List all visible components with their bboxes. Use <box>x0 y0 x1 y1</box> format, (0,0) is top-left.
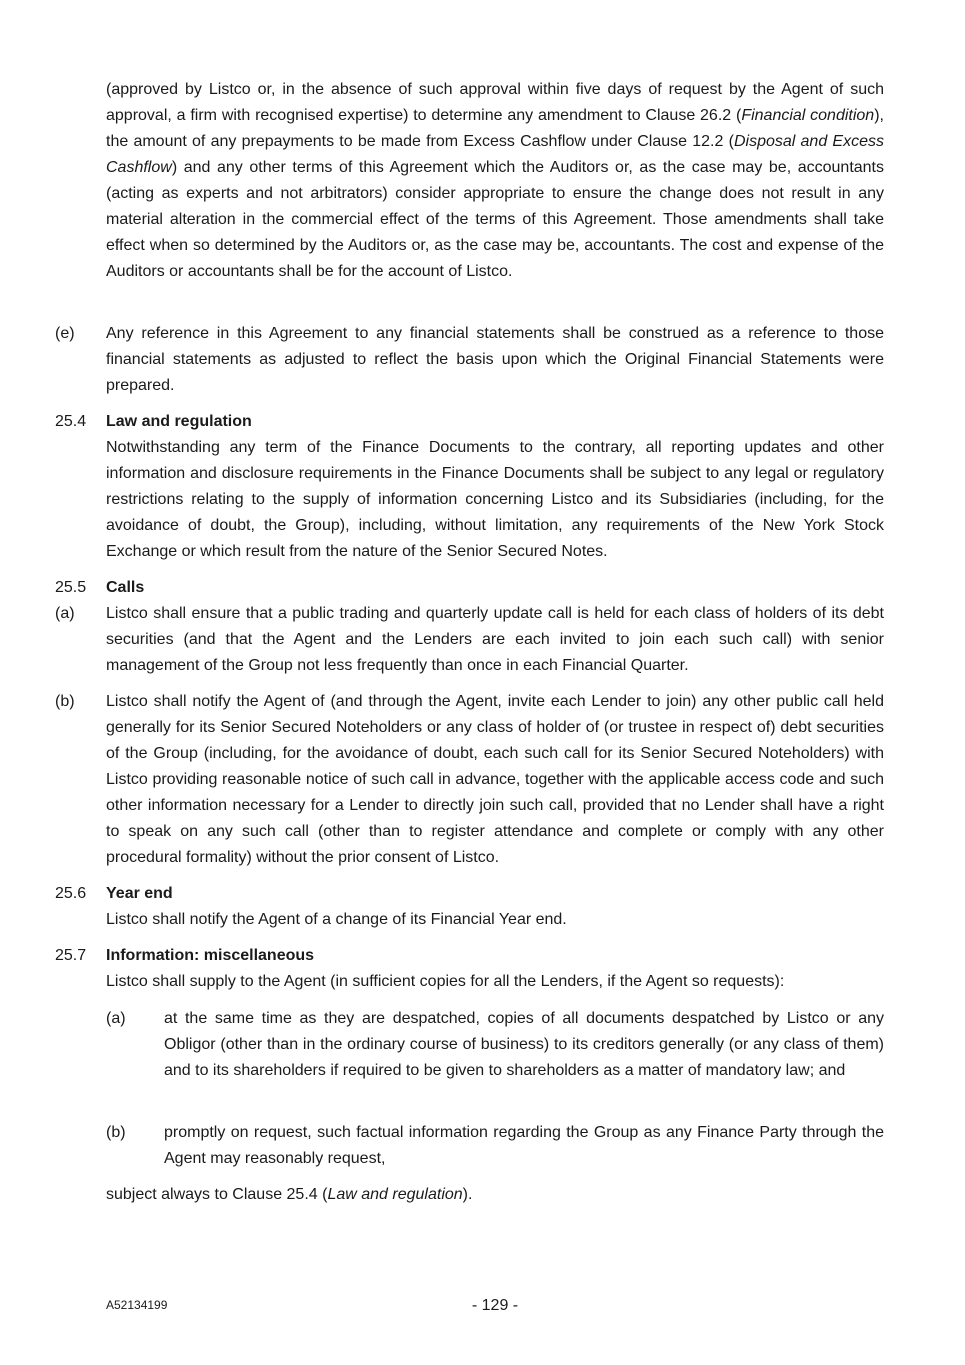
heading-25-6-number: 25.6 <box>55 885 87 902</box>
text-run: Listco shall notify the Agent of a change of its Financial Year end. <box>106 911 567 928</box>
heading-25-6 <box>106 881 884 907</box>
para-25-5-b-number: (b) <box>55 693 75 710</box>
para-25-7-b <box>164 1120 884 1172</box>
text-run: Any reference in this Agreement to any financial statements shall be construed as a reference to those financial statements as adjusted to reflect the basis upon which the Original Financial Statements were prepared. <box>106 325 884 394</box>
para-25-4 <box>106 435 884 565</box>
text-run: Notwithstanding any term of the Finance Documents to the contrary, all reporting updates and other information and disclosure requirements in the Finance Documents shall be subject to any legal or regulatory restrictions relating to the supply of information concerning Listco and its Subsidiaries (including, for the avoidance of doubt, the Group), including, without limitation, any requirements of the New York Stock Exchange or which result from the nature of the Senior Secured Notes. <box>106 439 884 560</box>
para-25-7-b-number: (b) <box>106 1124 126 1141</box>
text-run: Listco shall ensure that a public trading and quarterly update call is held for each class of holders of its debt securities (and that the Agent and the Lenders are each invited to join each such call) with senior management of the Group not less frequently than once in each Financial Quarter. <box>106 605 884 674</box>
text-run: ), the amount of any prepayments to be made from Excess Cashflow under Clause 12.2 ( <box>106 107 884 150</box>
para-25-5-a <box>106 601 884 679</box>
text-run: Calls <box>106 579 145 596</box>
para-25-7-a <box>164 1006 884 1084</box>
heading-25-7 <box>106 943 884 969</box>
heading-25-5-number: 25.5 <box>55 579 87 596</box>
para-25-5-a-number: (a) <box>55 605 75 622</box>
text-run: Law and regulation <box>106 413 252 430</box>
text-run: subject always to Clause 25.4 ( <box>106 1186 328 1203</box>
para-25-6 <box>106 907 884 933</box>
text-run: at the same time as they are despatched, copies of all documents despatched by Listco or any Obligor (other than in the ordinary course of business) to its creditors generally (or any class of them) and to its shareholders if required to be given to shareholders as a matter of mandatory law; and <box>164 1010 884 1079</box>
document-reference: A52134199 <box>106 1298 168 1312</box>
text-run: ). <box>462 1186 473 1203</box>
para-25-7-a-number: (a) <box>106 1010 126 1027</box>
heading-25-4-number: 25.4 <box>55 413 87 430</box>
text-run: (approved by Listco or, in the absence of such approval within five days of request by the Agent of such approval, a firm with recognised expertise) to determine any amendment to Clause 26.2 ( <box>106 81 884 124</box>
para-25-5-b <box>106 689 884 871</box>
text-run: Information: miscellaneous <box>106 947 315 964</box>
clause-title-italic: Financial condition <box>741 107 875 124</box>
heading-25-4 <box>106 409 884 435</box>
para-e-number: (e) <box>55 325 75 342</box>
para-25-7 <box>106 969 884 995</box>
text-run: ) and any other terms of this Agreement which the Auditors or, as the case may be, accountants (acting as experts and not arbitrators) consider appropriate to ensure the change does not result in any material alteration in the commercial effect of the terms of this Agreement. Those amendments shall take effect when so determined by the Auditors or, as the case may be, accountants. The cost and expense of the Auditors or accountants shall be for the account of Listco. <box>106 159 884 280</box>
clause-title-italic: Law and regulation <box>327 1186 463 1203</box>
text-run: Listco shall notify the Agent of (and through the Agent, invite each Lender to join) any other public call held generally for its Senior Secured Noteholders or any class of holder of (or trustee in respect of) debt securities of the Group (including, for the avoidance of doubt, each such call for its Senior Secured Noteholders) with Listco providing reasonable notice of such call in advance, together with the applicable access code and such other information necessary for a Lender to directly join such call, provided that no Lender shall have a right to speak on any such call (other than to register attendance and complete or comply with any other procedural formality) without the prior consent of Listco. <box>106 693 884 866</box>
text-run: Year end <box>106 885 173 902</box>
text-run: Listco shall supply to the Agent (in sufficient copies for all the Lenders, if the Agent so requests): <box>106 973 785 990</box>
heading-25-7-number: 25.7 <box>55 947 87 964</box>
para-e <box>106 321 884 399</box>
para-25-7-tail <box>106 1182 884 1208</box>
para-d-continued <box>106 77 884 285</box>
text-run: promptly on request, such factual information regarding the Group as any Finance Party through the Agent may reasonably request, <box>164 1124 884 1167</box>
page-number: - 129 - <box>471 1297 519 1314</box>
heading-25-5 <box>106 575 884 601</box>
clause-title-italic: Disposal and Excess Cashflow <box>106 133 885 176</box>
